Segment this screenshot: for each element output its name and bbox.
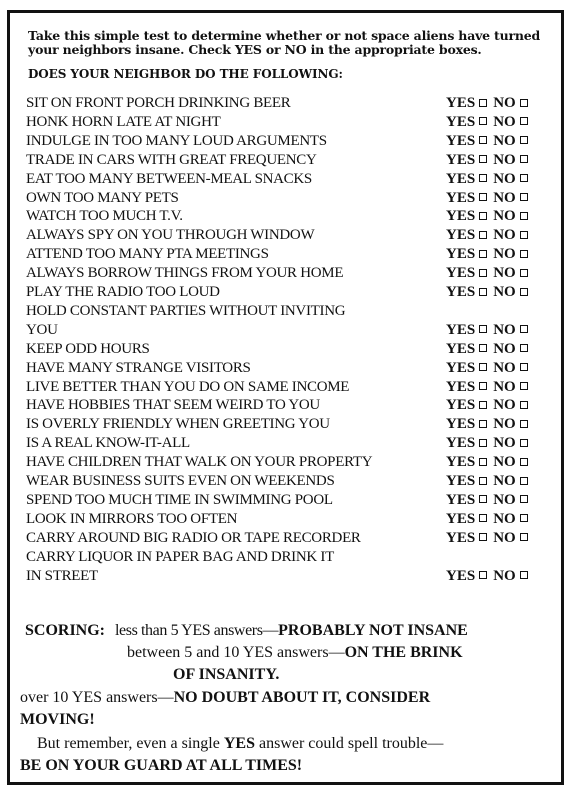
answer-group xyxy=(446,283,534,302)
no-checkbox[interactable] xyxy=(520,344,528,352)
yes-label: YES xyxy=(446,397,476,414)
question-row xyxy=(26,415,556,434)
no-checkbox[interactable] xyxy=(520,325,528,333)
question-text: OWN TOO MANY PETS xyxy=(26,189,179,206)
yes-label: YES xyxy=(446,265,476,282)
question-text: SPEND TOO MUCH TIME IN SWIMMING POOL xyxy=(26,491,333,508)
no-checkbox[interactable] xyxy=(520,420,528,428)
question-row xyxy=(26,94,556,113)
question-row xyxy=(26,321,556,340)
yes-label: YES xyxy=(446,454,476,471)
yes-label: YES xyxy=(446,491,476,508)
question-row xyxy=(26,510,556,529)
no-label: NO xyxy=(493,397,516,414)
answer-group xyxy=(446,151,534,170)
scoring-tier1-text: less than 5 YES answers— xyxy=(115,622,279,639)
question-text: PLAY THE RADIO TOO LOUD xyxy=(26,284,220,300)
scoring-tier2-verdict-cont: OF INSANITY. xyxy=(173,666,280,683)
yes-checkbox[interactable] xyxy=(479,174,487,182)
question-text: HONK HORN LATE AT NIGHT xyxy=(26,113,221,130)
question-row xyxy=(26,245,556,264)
yes-checkbox[interactable] xyxy=(479,420,487,428)
yes-label: YES xyxy=(446,246,476,263)
answer-group xyxy=(446,396,534,415)
no-checkbox[interactable] xyxy=(520,155,528,163)
questions-heading: DOES YOUR NEIGHBOR DO THE FOLLOWING: xyxy=(28,67,343,81)
answer-group xyxy=(446,434,534,453)
question-text: IS A REAL KNOW-IT-ALL xyxy=(26,435,190,452)
no-checkbox[interactable] xyxy=(520,99,528,107)
no-label: NO xyxy=(493,359,516,376)
no-checkbox[interactable] xyxy=(520,231,528,239)
no-checkbox[interactable] xyxy=(520,174,528,182)
question-row xyxy=(26,132,556,151)
no-label: NO xyxy=(493,435,516,452)
yes-checkbox[interactable] xyxy=(479,269,487,277)
question-row xyxy=(26,378,556,397)
yes-label: YES xyxy=(446,208,476,225)
no-checkbox[interactable] xyxy=(520,382,528,390)
question-text: INDULGE IN TOO MANY LOUD ARGUMENTS xyxy=(26,132,327,149)
no-checkbox[interactable] xyxy=(520,269,528,277)
question-text: SIT ON FRONT PORCH DRINKING BEER xyxy=(26,95,291,111)
question-row xyxy=(26,567,556,586)
yes-checkbox[interactable] xyxy=(479,458,487,466)
yes-checkbox[interactable] xyxy=(479,325,487,333)
question-text: HOLD CONSTANT PARTIES WITHOUT INVITING xyxy=(26,302,346,319)
remember-tail: answer could spell trouble— xyxy=(254,735,444,752)
answer-group xyxy=(446,207,534,226)
question-text: LIVE BETTER THAN YOU DO ON SAME INCOME xyxy=(26,378,350,395)
no-label: NO xyxy=(493,510,516,527)
no-label: NO xyxy=(493,113,516,130)
question-text: ALWAYS SPY ON YOU THROUGH WINDOW xyxy=(26,227,315,244)
intro-text: Take this simple test to determine whether or not space aliens have turned your neighbors insane. Check YES or NO in the appropriate boxes. xyxy=(28,28,541,57)
question-row xyxy=(26,491,556,510)
scoring-tier2-text: between 5 and 10 YES answers— xyxy=(127,644,345,661)
scoring-tier3-text: over 10 YES answers— xyxy=(20,689,174,706)
no-checkbox[interactable] xyxy=(520,458,528,466)
question-row xyxy=(26,226,556,245)
yes-label: YES xyxy=(446,95,476,111)
answer-group xyxy=(446,510,534,529)
question-text: HAVE CHILDREN THAT WALK ON YOUR PROPERTY xyxy=(26,454,373,471)
answer-group xyxy=(446,226,534,245)
scoring-tier1-verdict: PROBABLY NOT INSANE xyxy=(278,622,468,639)
yes-label: YES xyxy=(446,227,476,244)
yes-label: YES xyxy=(446,529,476,546)
no-checkbox[interactable] xyxy=(520,363,528,371)
yes-checkbox[interactable] xyxy=(479,439,487,447)
yes-checkbox[interactable] xyxy=(479,136,487,144)
yes-label: YES xyxy=(446,151,476,168)
no-checkbox[interactable] xyxy=(520,250,528,258)
yes-checkbox[interactable] xyxy=(479,250,487,258)
no-checkbox[interactable] xyxy=(520,212,528,220)
no-label: NO xyxy=(493,132,516,149)
yes-label: YES xyxy=(446,473,476,489)
answer-group xyxy=(446,264,534,283)
scoring-label: SCORING: xyxy=(25,622,106,639)
question-row xyxy=(26,434,556,453)
no-checkbox[interactable] xyxy=(520,477,528,485)
yes-checkbox[interactable] xyxy=(479,363,487,371)
question-text: TRADE IN CARS WITH GREAT FREQUENCY xyxy=(26,151,317,168)
question-row xyxy=(26,283,556,302)
no-label: NO xyxy=(493,567,516,584)
question-text: HAVE HOBBIES THAT SEEM WEIRD TO YOU xyxy=(26,397,320,414)
no-label: NO xyxy=(493,529,516,546)
no-checkbox[interactable] xyxy=(520,533,528,541)
answer-group xyxy=(446,340,534,359)
yes-label: YES xyxy=(446,321,476,338)
yes-checkbox[interactable] xyxy=(479,212,487,220)
answer-group xyxy=(446,359,534,378)
yes-checkbox[interactable] xyxy=(479,117,487,125)
question-text: YOU xyxy=(26,321,58,338)
yes-checkbox[interactable] xyxy=(479,571,487,579)
no-label: NO xyxy=(493,189,516,206)
no-checkbox[interactable] xyxy=(520,514,528,522)
yes-label: YES xyxy=(446,378,476,395)
yes-label: YES xyxy=(446,284,476,300)
question-text: KEEP ODD HOURS xyxy=(26,340,150,357)
no-label: NO xyxy=(493,227,516,244)
final-warning: BE ON YOUR GUARD AT ALL TIMES! xyxy=(20,757,303,774)
scoring-tier3-verdict: NO DOUBT ABOUT IT, CONSIDER xyxy=(173,689,431,706)
yes-checkbox[interactable] xyxy=(479,514,487,522)
question-row xyxy=(26,170,556,189)
question-text: HAVE MANY STRANGE VISITORS xyxy=(26,359,251,376)
question-row xyxy=(26,302,556,321)
scoring-tier2-verdict: ON THE BRINK xyxy=(344,644,463,661)
no-label: NO xyxy=(493,95,516,111)
no-checkbox[interactable] xyxy=(520,117,528,125)
no-label: NO xyxy=(493,265,516,282)
answer-group xyxy=(446,189,534,208)
answer-group xyxy=(446,94,534,113)
no-label: NO xyxy=(493,473,516,489)
no-label: NO xyxy=(493,246,516,263)
answer-group xyxy=(446,453,534,472)
yes-label: YES xyxy=(446,113,476,130)
no-label: NO xyxy=(493,340,516,357)
yes-label: YES xyxy=(446,340,476,357)
answer-group xyxy=(446,491,534,510)
question-text: LOOK IN MIRRORS TOO OFTEN xyxy=(26,510,238,527)
yes-label: YES xyxy=(446,359,476,376)
yes-checkbox[interactable] xyxy=(479,495,487,503)
question-row xyxy=(26,340,556,359)
yes-checkbox[interactable] xyxy=(479,344,487,352)
no-label: NO xyxy=(493,454,516,471)
question-text: IN STREET xyxy=(26,567,98,584)
answer-group xyxy=(446,132,534,151)
question-row xyxy=(26,113,556,132)
yes-checkbox[interactable] xyxy=(479,99,487,107)
remember-text: But remember, even a single xyxy=(37,735,224,752)
yes-checkbox[interactable] xyxy=(479,231,487,239)
question-text: WEAR BUSINESS SUITS EVEN ON WEEKENDS xyxy=(26,473,335,489)
no-checkbox[interactable] xyxy=(520,193,528,201)
no-label: NO xyxy=(493,321,516,338)
answer-group xyxy=(446,170,534,189)
question-text: EAT TOO MANY BETWEEN-MEAL SNACKS xyxy=(26,170,312,187)
yes-checkbox[interactable] xyxy=(479,477,487,485)
yes-label: YES xyxy=(446,416,476,433)
yes-checkbox[interactable] xyxy=(479,193,487,201)
no-checkbox[interactable] xyxy=(520,136,528,144)
no-label: NO xyxy=(493,170,516,187)
question-text: CARRY AROUND BIG RADIO OR TAPE RECORDER xyxy=(26,529,361,546)
no-label: NO xyxy=(493,208,516,225)
answer-group xyxy=(446,245,534,264)
no-label: NO xyxy=(493,378,516,395)
question-row xyxy=(26,548,556,567)
question-row xyxy=(26,396,556,415)
answer-group xyxy=(446,567,534,586)
remember-yes: YES xyxy=(223,735,255,752)
yes-label: YES xyxy=(446,567,476,584)
question-row xyxy=(26,529,556,548)
no-label: NO xyxy=(493,416,516,433)
question-row xyxy=(26,453,556,472)
question-row xyxy=(26,264,556,283)
no-checkbox[interactable] xyxy=(520,288,528,296)
question-row xyxy=(26,207,556,226)
no-label: NO xyxy=(493,491,516,508)
yes-checkbox[interactable] xyxy=(479,288,487,296)
answer-group xyxy=(446,529,534,548)
answer-group xyxy=(446,321,534,340)
yes-checkbox[interactable] xyxy=(479,401,487,409)
no-checkbox[interactable] xyxy=(520,495,528,503)
question-row xyxy=(26,151,556,170)
question-text: ATTEND TOO MANY PTA MEETINGS xyxy=(26,246,269,263)
yes-label: YES xyxy=(446,170,476,187)
question-text: WATCH TOO MUCH T.V. xyxy=(26,208,183,225)
answer-group xyxy=(446,378,534,397)
question-row xyxy=(26,472,556,491)
yes-label: YES xyxy=(446,189,476,206)
yes-checkbox[interactable] xyxy=(479,533,487,541)
yes-label: YES xyxy=(446,132,476,149)
question-text: ALWAYS BORROW THINGS FROM YOUR HOME xyxy=(26,265,344,282)
scoring-tier3-verdict-cont: MOVING! xyxy=(20,711,95,728)
question-text: IS OVERLY FRIENDLY WHEN GREETING YOU xyxy=(26,416,330,433)
answer-group xyxy=(446,472,534,491)
question-row xyxy=(26,359,556,378)
answer-group xyxy=(446,415,534,434)
yes-checkbox[interactable] xyxy=(479,155,487,163)
question-row xyxy=(26,189,556,208)
no-label: NO xyxy=(493,284,516,300)
no-checkbox[interactable] xyxy=(520,439,528,447)
question-text: CARRY LIQUOR IN PAPER BAG AND DRINK IT xyxy=(26,548,334,565)
yes-checkbox[interactable] xyxy=(479,382,487,390)
no-checkbox[interactable] xyxy=(520,571,528,579)
yes-label: YES xyxy=(446,435,476,452)
no-checkbox[interactable] xyxy=(520,401,528,409)
yes-label: YES xyxy=(446,510,476,527)
answer-group xyxy=(446,113,534,132)
no-label: NO xyxy=(493,151,516,168)
